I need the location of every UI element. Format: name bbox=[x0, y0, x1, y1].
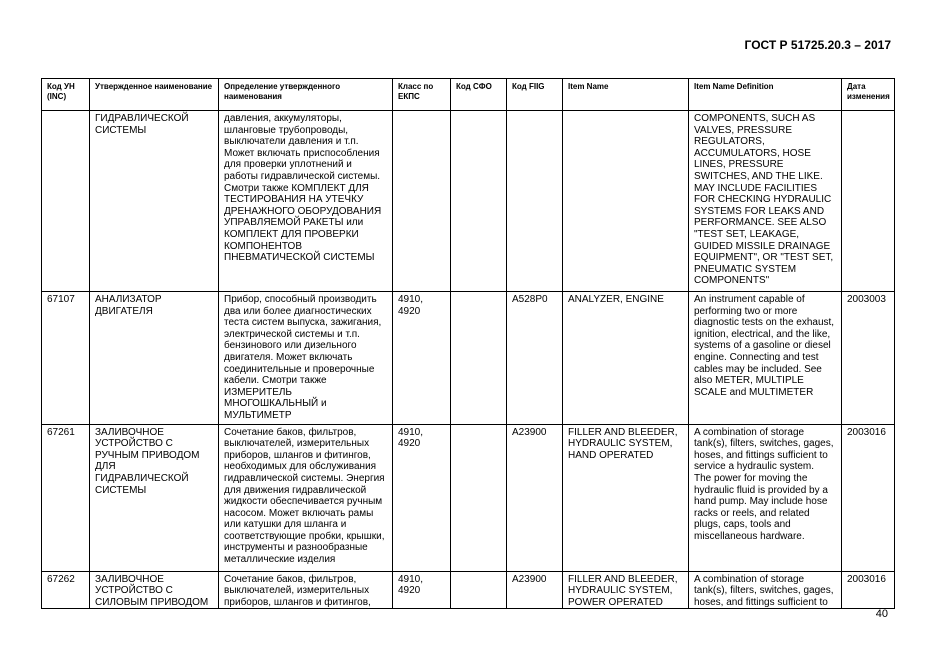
table-row bbox=[42, 424, 895, 571]
cell-item-def: COMPONENTS, SUCH AS VALVES, PRESSURE REGULATORS, ACCUMULATORS, HOSE LINES, PRESSURE SWITCHES, AND THE LIKE. MAY INCLUDE FACILITIES FOR CHECKING HYDRAULIC SYSTEMS FOR LEAKS AND PERFORMANCE. SEE ALSO "TEST SET, LEAKAGE, GUIDED MISSILE DRAINAGE EQUIPMENT", OR "TEST SET, PNEUMATIC SYSTEM COMPONENTS" bbox=[689, 111, 842, 292]
cell-class: 4910, 4920 bbox=[393, 424, 451, 571]
col-header-definition: Определение утвержденного наименования bbox=[219, 79, 393, 111]
document-title: ГОСТ Р 51725.20.3 – 2017 bbox=[744, 38, 891, 52]
col-header-item-def: Item Name Definition bbox=[689, 79, 842, 111]
cell-item-def: An instrument capable of performing two or more diagnostic tests on the exhaust, ignition, electrical, and the like, systems of a gasoline or diesel engine. Connecting and test cables may be included. See also METER, MULTIPLE SCALE and MULTIMETER bbox=[689, 292, 842, 425]
cell-name: АНАЛИЗАТОР ДВИГАТЕЛЯ bbox=[90, 292, 219, 425]
page-number: 40 bbox=[875, 608, 888, 620]
cell-fiig: A23900 bbox=[507, 424, 563, 571]
table-row bbox=[42, 571, 895, 609]
cell-inc bbox=[42, 111, 90, 292]
col-header-class: Класс по ЕКПС bbox=[393, 79, 451, 111]
col-header-sfo: Код СФО bbox=[451, 79, 507, 111]
table-row bbox=[42, 111, 895, 292]
cell-fiig bbox=[507, 111, 563, 292]
cell-date bbox=[842, 111, 895, 292]
cell-fiig: A528P0 bbox=[507, 292, 563, 425]
cell-date: 2003016 bbox=[842, 424, 895, 571]
col-header-inc: Код УН (INC) bbox=[42, 79, 90, 111]
cell-definition: давления, аккумуляторы, шланговые трубопроводы, выключатели давления и т.п. Может включать приспособления для проверки уплотнений и работы гидравлической системы. Смотри также КОМПЛЕКТ ДЛЯ ТЕСТИРОВАНИЯ НА УТЕЧКУ ДРЕНАЖНОГО ОБОРУДОВАНИЯ УПРАВЛЯЕМОЙ РАКЕТЫ или КОМПЛЕКТ ДЛЯ ПРОВЕРКИ КОМПОНЕНТОВ ПНЕВМАТИЧЕСКОЙ СИСТЕМЫ bbox=[219, 111, 393, 292]
cell-fiig: A23900 bbox=[507, 571, 563, 609]
cell-sfo bbox=[451, 571, 507, 609]
cell-name: ГИДРАВЛИЧЕСКОЙ СИСТЕМЫ bbox=[90, 111, 219, 292]
cell-sfo bbox=[451, 424, 507, 571]
cell-inc: 67262 bbox=[42, 571, 90, 609]
cell-sfo bbox=[451, 292, 507, 425]
cell-sfo bbox=[451, 111, 507, 292]
cell-date: 2003003 bbox=[842, 292, 895, 425]
col-header-date: Дата изменения bbox=[842, 79, 895, 111]
cell-item-name: FILLER AND BLEEDER, HYDRAULIC SYSTEM, POWER OPERATED bbox=[563, 571, 689, 609]
cell-name: ЗАЛИВОЧНОЕ УСТРОЙСТВО С СИЛОВЫМ ПРИВОДОМ bbox=[90, 571, 219, 609]
data-table bbox=[41, 78, 895, 609]
cell-class bbox=[393, 111, 451, 292]
table-row bbox=[42, 292, 895, 425]
cell-inc: 67261 bbox=[42, 424, 90, 571]
col-header-fiig: Код FIIG bbox=[507, 79, 563, 111]
cell-date: 2003016 bbox=[842, 571, 895, 609]
cell-item-def: A combination of storage tank(s), filters, switches, gages, hoses, and fittings sufficient to service a hydraulic system. The power for moving the hydraulic fluid is provided by a hand pump. May include hose racks or reels, and related plugs, caps, tools and miscellaneous hardware. bbox=[689, 424, 842, 571]
cell-item-name bbox=[563, 111, 689, 292]
cell-name: ЗАЛИВОЧНОЕ УСТРОЙСТВО С РУЧНЫМ ПРИВОДОМ ДЛЯ ГИДРАВЛИЧЕСКОЙ СИСТЕМЫ bbox=[90, 424, 219, 571]
cell-class: 4910, 4920 bbox=[393, 571, 451, 609]
cell-definition: Сочетание баков, фильтров, выключателей, измерительных приборов, шлангов и фитингов, bbox=[219, 571, 393, 609]
header-row bbox=[42, 79, 895, 111]
cell-item-name: FILLER AND BLEEDER, HYDRAULIC SYSTEM, HAND OPERATED bbox=[563, 424, 689, 571]
cell-item-name: ANALYZER, ENGINE bbox=[563, 292, 689, 425]
col-header-approved-name: Утвержденное наименование bbox=[90, 79, 219, 111]
cell-item-def: A combination of storage tank(s), filters, switches, gages, hoses, and fittings sufficient to bbox=[689, 571, 842, 609]
cell-definition: Сочетание баков, фильтров, выключателей, измерительных приборов, шлангов и фитингов, необходимых для обслуживания гидравлической системы. Энергия для движения гидравлической жидкости обеспечивается ручным насосом. Может включать рамы или катушки для шланга и соответствующие пробки, крышки, инструменты и разнообразные металлические изделия bbox=[219, 424, 393, 571]
col-header-item-name: Item Name bbox=[563, 79, 689, 111]
cell-class: 4910, 4920 bbox=[393, 292, 451, 425]
cell-definition: Прибор, способный производить два или более диагностических теста систем выпуска, зажигания, электрической системы и т.п. бензинового или дизельного двигателя. Может включать соединительные и проверочные кабели. Смотри также ИЗМЕРИТЕЛЬ МНОГОШКАЛЬНЫЙ и МУЛЬТИМЕТР bbox=[219, 292, 393, 425]
cell-inc: 67107 bbox=[42, 292, 90, 425]
